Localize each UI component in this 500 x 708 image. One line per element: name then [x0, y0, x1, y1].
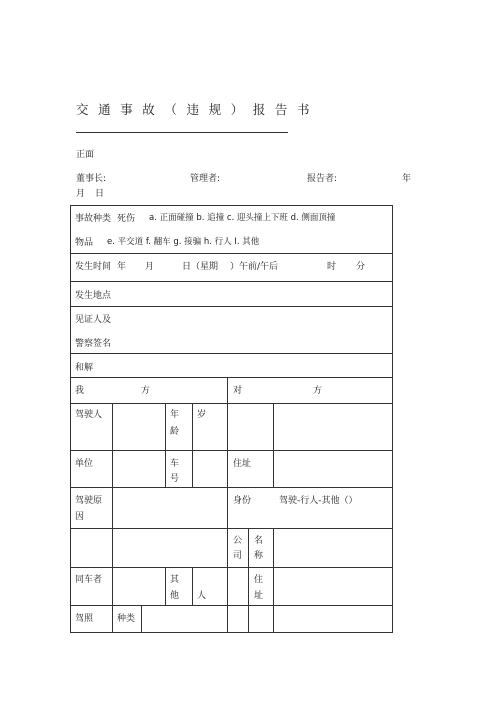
rule-h	[70, 487, 393, 488]
driving-cause-line-2: 因	[75, 512, 85, 522]
title-underline	[76, 132, 288, 133]
address2-char-2: 址	[254, 591, 264, 601]
name-char-1: 名	[254, 536, 264, 546]
time-day-weekday: 日（星期	[182, 262, 219, 272]
age-char-2: 龄	[170, 427, 180, 437]
month-label: 月	[76, 189, 86, 199]
rule-h	[70, 353, 393, 354]
rule-h	[70, 450, 393, 451]
time-year: 年	[117, 262, 127, 272]
rule-h	[70, 281, 393, 282]
rule-h	[70, 205, 393, 206]
rule-v	[273, 528, 274, 632]
property-label: 物品	[75, 238, 94, 248]
accident-options-row1: a. 正面碰撞 b. 追撞 c. 迎头撞上下班 d. 侧面顶撞	[149, 213, 336, 223]
rule-h	[70, 306, 393, 307]
witness-label-2: 警察签名	[75, 339, 112, 349]
address2-char-1: 住	[254, 575, 264, 585]
company-char-1: 公	[233, 536, 243, 546]
rule-v	[227, 377, 228, 404]
rule-v	[112, 403, 113, 632]
time-minute: 分	[356, 262, 366, 272]
identity-label: 身份	[233, 496, 252, 506]
license-type-label: 种类	[117, 614, 136, 624]
license-label: 驾照	[75, 614, 94, 624]
rule-v	[141, 605, 142, 632]
person-label: 人	[197, 591, 207, 601]
our-side-char-1: 我	[75, 386, 85, 396]
rule-v	[248, 528, 249, 632]
rule-v	[192, 403, 193, 487]
other-side-char-1: 对	[233, 386, 243, 396]
day-label: 日	[95, 189, 105, 199]
time-month: 月	[145, 262, 155, 272]
rule-h	[70, 403, 393, 404]
reporter-label: 报告者:	[307, 174, 338, 184]
page-title: 交通事故（违规）报告书	[76, 102, 320, 117]
plate-char-2: 号	[170, 474, 180, 484]
other-side-char-2: 方	[313, 386, 323, 396]
company-char-2: 司	[233, 551, 243, 561]
year-label: 年	[402, 174, 412, 184]
rule-v	[165, 567, 166, 605]
address-label: 住址	[233, 459, 252, 469]
time-ampm: ）午前/午后	[230, 262, 279, 272]
our-side-char-2: 方	[141, 386, 151, 396]
occurrence-time-label: 发生时间	[75, 262, 112, 272]
settlement-label: 和解	[75, 363, 94, 373]
location-label: 发生地点	[75, 291, 112, 301]
rule-v	[192, 567, 193, 605]
rule-v	[392, 205, 393, 633]
manager-label: 管理者:	[190, 174, 221, 184]
casualty-label: 死伤	[117, 214, 136, 224]
others-char-1: 其	[170, 575, 180, 585]
chairman-label: 董事长:	[76, 174, 107, 184]
rule-v	[165, 403, 166, 487]
identity-options: 驾驶-行人-其他（）	[279, 496, 358, 506]
driving-cause-line-1: 驾驶原	[75, 496, 103, 506]
rule-h	[70, 377, 393, 378]
rule-h	[70, 567, 393, 568]
rule-v	[227, 403, 228, 632]
passenger-label: 同车者	[75, 575, 103, 585]
driver-label: 驾驶人	[75, 410, 103, 420]
rule-h	[70, 632, 393, 633]
age-char-1: 年	[170, 410, 180, 420]
rule-h	[70, 253, 393, 254]
witness-label-1: 见证人及	[75, 315, 112, 325]
accident-options-row2: e. 平交道 f. 翻车 g. 接骗 h. 行人 I. 其他	[107, 237, 260, 247]
unit-label: 单位	[75, 459, 94, 469]
accident-type-label: 事故种类	[75, 214, 112, 224]
rule-v	[70, 205, 71, 633]
plate-char-1: 车	[170, 459, 180, 469]
name-char-2: 称	[254, 551, 264, 561]
front-label: 正面	[76, 150, 95, 160]
rule-h	[70, 605, 393, 606]
others-char-2: 他	[170, 591, 180, 601]
rule-h	[70, 528, 393, 529]
time-hour: 时	[327, 262, 337, 272]
rule-v	[273, 403, 274, 487]
age-unit: 岁	[197, 410, 207, 420]
